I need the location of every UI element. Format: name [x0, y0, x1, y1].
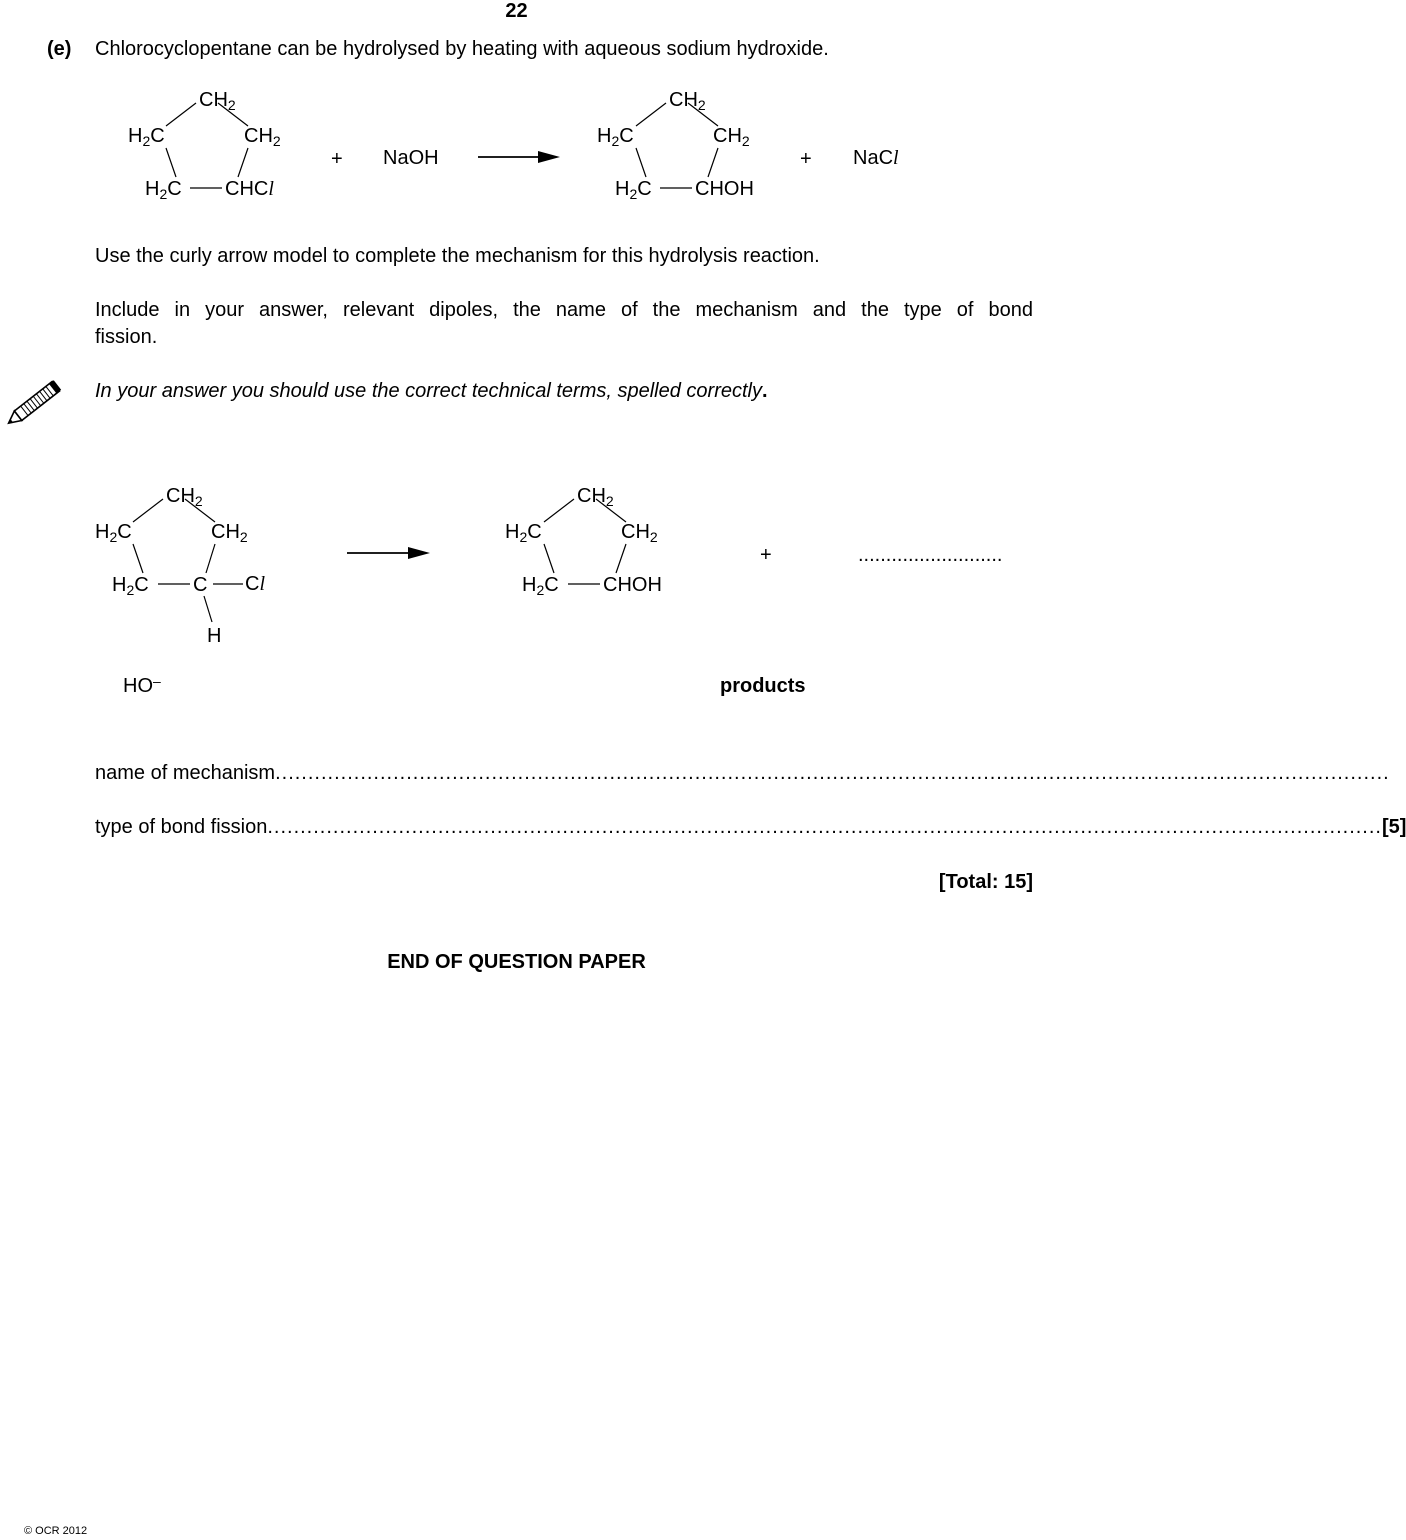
mechanism-answer-dots[interactable]: ..........................................................................................................................................................................: [275, 762, 1390, 784]
total-marks: [Total: 15]: [938, 871, 1033, 893]
ring-right-ch2: $CH_2$: [211, 521, 248, 545]
ring-bottom-right-choh: CHOH: [695, 178, 754, 200]
mechanism-answer-line[interactable]: [95, 762, 1390, 785]
page-number: 22: [505, 0, 528, 22]
bond-fission-label: type of bond fission: [95, 816, 268, 838]
ring-bottom-left-h2c: $H_2C$: [112, 574, 149, 598]
instruction-include-line1: Include in your answer, relevant dipoles, the name of the mechanism and the type of bond: [95, 299, 1033, 321]
ring-bottom-right-choh: CHOH: [603, 574, 662, 596]
ring-bottom-left-h2c: $H_2C$: [615, 178, 652, 202]
ring-top-ch2: $CH_2$: [199, 89, 236, 113]
product-answer-blank[interactable]: ..........................: [858, 544, 1003, 566]
chlorine-atom: Cl: [245, 573, 266, 595]
ring-bottom-right-chcl: CHCl: [225, 178, 274, 200]
ring-left-h2c: $H_2C$: [597, 125, 634, 149]
ring-right-ch2: $CH_2$: [244, 125, 281, 149]
question-intro: Chlorocyclopentane can be hydrolysed by heating with aqueous sodium hydroxide.: [95, 38, 829, 60]
ring-right-ch2: $CH_2$: [621, 521, 658, 545]
instruction-curly-arrow: Use the curly arrow model to complete the mechanism for this hydrolysis reaction.: [95, 245, 820, 267]
qwc-note: In your answer you should use the correct technical terms, spelled correctly.: [95, 380, 768, 402]
ring-bottom-left-h2c: $H_2C$: [145, 178, 182, 202]
plus-sign: +: [331, 148, 343, 170]
end-of-paper: END OF QUESTION PAPER: [387, 951, 646, 973]
part-label: (e): [47, 38, 72, 60]
bond-fission-answer-line[interactable]: [95, 816, 1406, 839]
ring-right-ch2: $CH_2$: [713, 125, 750, 149]
sodium-hydroxide: NaOH: [383, 147, 439, 169]
footer-copyright: © OCR 2012: [24, 1525, 88, 1537]
mechanism-label: name of mechanism: [95, 762, 276, 784]
ring-top-ch2: $CH_2$: [577, 485, 614, 509]
sodium-chloride: NaCl: [853, 147, 899, 169]
hydroxide-ion: HO–: [123, 673, 161, 697]
ring-left-h2c: $H_2C$: [505, 521, 542, 545]
central-carbon: C: [193, 574, 208, 596]
instruction-include-line2: fission.: [95, 326, 158, 348]
ring-top-ch2: $CH_2$: [166, 485, 203, 509]
plus-sign: +: [760, 544, 772, 566]
ring-left-h2c: $H_2C$: [95, 521, 132, 545]
plus-sign: +: [800, 148, 812, 170]
ring-bottom-left-h2c: $H_2C$: [522, 574, 559, 598]
products-label: products: [720, 675, 806, 697]
ring-top-ch2: $CH_2$: [669, 89, 706, 113]
hydrogen-atom: H: [207, 625, 222, 647]
marks-label: [5]: [1381, 816, 1406, 838]
ring-left-h2c: $H_2C$: [128, 125, 165, 149]
bond-fission-answer-dots[interactable]: ..........................................................................................................................................................................: [267, 816, 1382, 838]
